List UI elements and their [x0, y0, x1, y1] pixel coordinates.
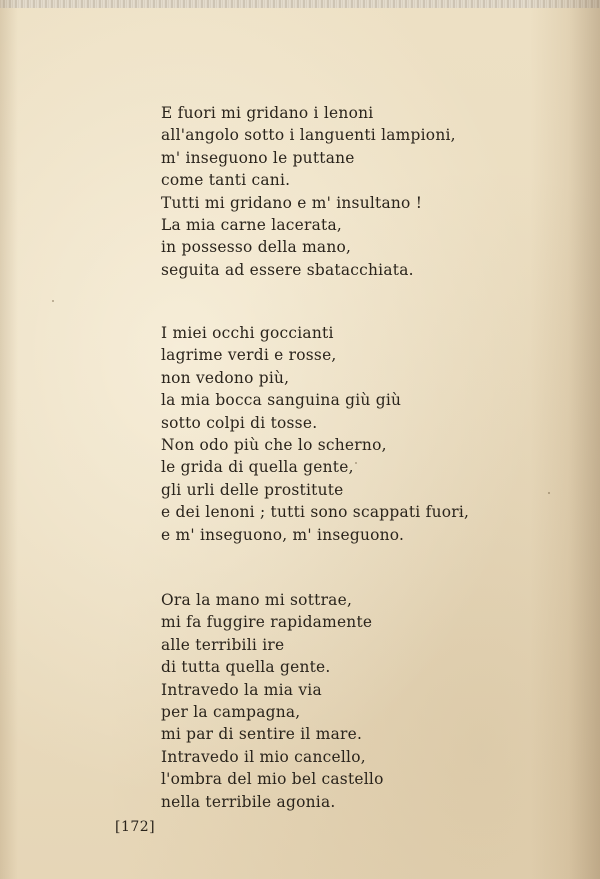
poem-line: E fuori mi gridano i lenoni: [161, 104, 374, 122]
page-top-edge: [0, 0, 600, 8]
poem-line: e m' inseguono, m' inseguono.: [161, 525, 405, 544]
poem-line: sotto colpi di tosse.: [161, 413, 318, 432]
poem-line: mi fa fuggire rapidamente: [161, 613, 373, 632]
page-left-shadow: [0, 0, 18, 879]
page-right-shadow: [530, 0, 600, 879]
poem-line: lagrime verdi e rosse,: [161, 346, 337, 365]
poem-stanza-3: [161, 589, 384, 813]
poem-line: le grida di quella gente,: [161, 458, 354, 477]
poem-line: seguita ad essere sbatacchiata.: [161, 260, 414, 279]
poem-line: all'angolo sotto i languenti lampioni,: [161, 126, 456, 145]
poem-line: Tutti mi gridano e m' insultano !: [161, 193, 423, 212]
poem-line: Intravedo la mia via: [161, 680, 322, 699]
poem-line: non vedono più,: [161, 368, 290, 387]
paper-speck: [548, 492, 550, 494]
poem-line: la mia bocca sanguina giù giù: [161, 391, 402, 410]
poem-line: in possesso della mano,: [161, 238, 352, 257]
poem-line: Intravedo il mio cancello,: [161, 747, 366, 766]
poem-line: di tutta quella gente.: [161, 658, 331, 677]
poem-line: gli urli delle prostitute: [161, 480, 344, 499]
page-number: [172]: [115, 819, 156, 835]
paper-speck: [52, 300, 54, 302]
poem-stanza-2: [161, 322, 469, 546]
poem-line: per la campagna,: [161, 702, 301, 721]
poem-line: e dei lenoni ; tutti sono scappati fuori,: [161, 503, 470, 522]
poem-line: Non odo più che lo scherno,: [161, 435, 387, 454]
poem-line: mi par di sentire il mare.: [161, 725, 363, 744]
poem-line: I miei occhi goccianti: [161, 324, 334, 342]
poem-line: m' inseguono le puttane: [161, 148, 355, 167]
poem-line: Ora la mano mi sottrae,: [161, 591, 353, 609]
poem-stanza-1: [161, 102, 456, 281]
poem-line: l'ombra del mio bel castello: [161, 770, 384, 789]
poem-line: La mia carne lacerata,: [161, 215, 343, 234]
poem-line: nella terribile agonia.: [161, 792, 336, 811]
poem-line: alle terribili ire: [161, 635, 285, 654]
poem-line: come tanti cani.: [161, 171, 291, 190]
